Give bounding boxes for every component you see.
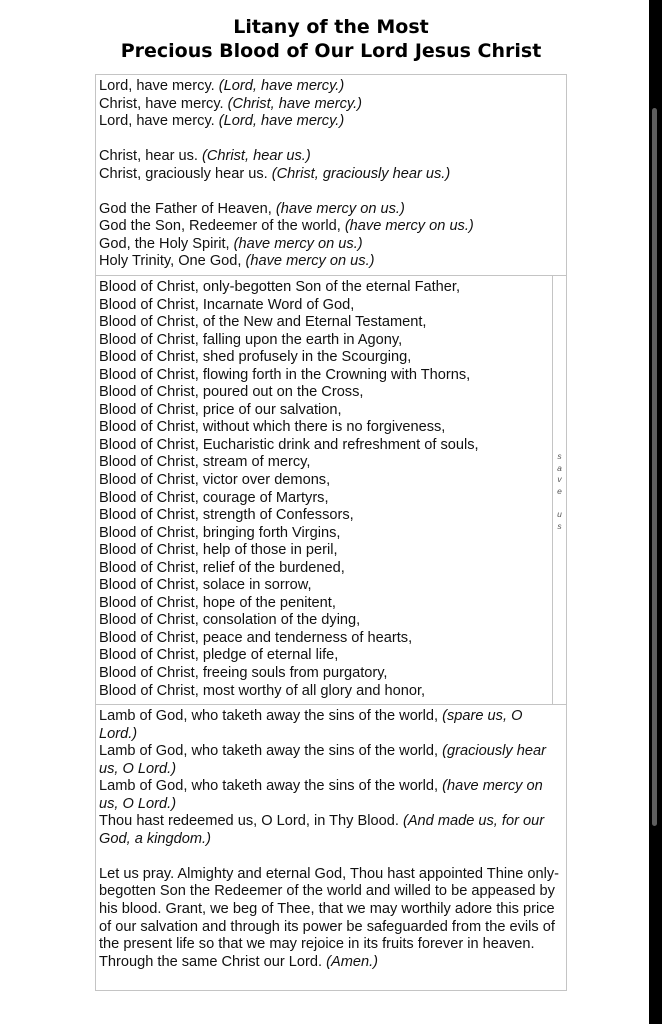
invocation: Blood of Christ, peace and tenderness of hearts, (99, 629, 413, 646)
petition: Lamb of God, who taketh away the sins of the world, (99, 743, 443, 760)
save-us-letter: v (557, 474, 562, 485)
spacer (99, 131, 564, 149)
response: (Lord, have mercy.) (218, 113, 345, 130)
litany-line (99, 253, 564, 271)
invocation: Blood of Christ, poured out on the Cross, (99, 384, 364, 401)
invocation: Blood of Christ, only-begotten Son of the eternal Father, (99, 279, 461, 295)
litany-line (99, 778, 564, 813)
response-column (552, 276, 566, 704)
response: (Christ, hear us.) (202, 148, 311, 165)
invocations-list (96, 276, 552, 704)
title-line-1: Litany of the Most (233, 16, 429, 38)
save-us-letter: s (557, 451, 562, 461)
invocation: Blood of Christ, freeing souls from purgatory, (99, 665, 388, 682)
invocation: Blood of Christ, of the New and Eternal Testament, (99, 314, 427, 331)
prayer-response: (Amen.) (326, 953, 379, 970)
litany-line (99, 148, 564, 166)
invocation: Blood of Christ, consolation of the dying, (99, 612, 361, 629)
opening-cell (96, 75, 566, 271)
litany-line (99, 201, 564, 219)
save-us-letter (553, 497, 566, 509)
petition: Lamb of God, who taketh away the sins of the world, (99, 778, 443, 795)
invocations-section (96, 275, 566, 704)
invocation: Blood of Christ, shed profusely in the Scourging, (99, 349, 412, 366)
save-us-response (553, 451, 566, 532)
litany-line (99, 743, 564, 778)
invocation: Blood of Christ, price of our salvation, (99, 401, 342, 418)
petition: Holy Trinity, One God, (99, 253, 246, 270)
invocation: Blood of Christ, Incarnate Word of God, (99, 296, 355, 313)
response: (Christ, graciously hear us.) (271, 165, 451, 182)
petition: Lord, have mercy. (99, 78, 219, 94)
invocation: Blood of Christ, pledge of eternal life, (99, 647, 339, 664)
save-us-letter: e (557, 485, 562, 496)
invocation: Blood of Christ, hope of the penitent, (99, 594, 336, 611)
closing-prayer (99, 866, 564, 971)
spacer (99, 183, 564, 201)
invocation: Blood of Christ, solace in sorrow, (99, 577, 312, 594)
litany-line (99, 96, 564, 114)
response: (Lord, have mercy.) (218, 78, 345, 94)
invocation: Blood of Christ, courage of Martyrs, (99, 489, 329, 506)
response: (have mercy on us.) (245, 253, 375, 270)
response: (have mercy on us.) (275, 200, 405, 217)
prayer-text: Let us pray. Almighty and eternal God, Thou hast appointed Thine only-begotten Son the Redeemer of the world and willed to be appeased by his blood. Grant, we beg of Thee, that we may worthily adore this price of our salvation and through its power be safeguarded from the evils of the present life so that we may rejoice in its fruits forever in heaven. Through the same Christ our Lord. (99, 865, 559, 970)
petition: Thou hast redeemed us, O Lord, in Thy Blood. (99, 813, 403, 830)
petition: Christ, have mercy. (99, 95, 228, 112)
response: (graciously hear us, O Lord.) (99, 743, 546, 777)
petition: Christ, hear us. (99, 148, 203, 165)
response: (And made us, for our God, a kingdom.) (99, 813, 545, 847)
save-us-letter: a (557, 462, 562, 473)
invocation: Blood of Christ, stream of mercy, (99, 454, 311, 471)
save-us-letter: u (557, 508, 562, 519)
invocation: Blood of Christ, flowing forth in the Crowning with Thorns, (99, 366, 471, 383)
closing-section (96, 704, 566, 990)
response: (have mercy on us.) (344, 218, 474, 235)
litany-line (99, 813, 564, 848)
litany-line (99, 218, 564, 236)
save-us-letter: s (557, 520, 562, 531)
litany-line (99, 166, 564, 184)
petition: God the Son, Redeemer of the world, (99, 218, 345, 235)
invocation: Blood of Christ, victor over demons, (99, 472, 331, 489)
invocation: Blood of Christ, most worthy of all glory and honor, (99, 682, 426, 699)
spacer (99, 848, 564, 866)
scrollbar-thumb[interactable] (652, 108, 657, 826)
petition: Christ, graciously hear us. (99, 165, 272, 182)
invocation: Blood of Christ, bringing forth Virgins, (99, 524, 341, 541)
litany-line (99, 78, 564, 96)
petition: God, the Holy Spirit, (99, 235, 234, 252)
invocation: Blood of Christ, relief of the burdened, (99, 559, 345, 576)
petition: Lamb of God, who taketh away the sins of the world, (99, 708, 443, 724)
petition: God the Father of Heaven, (99, 200, 276, 217)
litany-line (99, 113, 564, 131)
invocation: Blood of Christ, Eucharistic drink and refreshment of souls, (99, 436, 479, 453)
response: (Christ, have mercy.) (227, 95, 363, 112)
response: (have mercy on us, O Lord.) (99, 778, 543, 812)
litany-line (99, 236, 564, 254)
closing-cell (96, 705, 566, 971)
invocation: Blood of Christ, help of those in peril, (99, 542, 338, 559)
title-line-2: Precious Blood of Our Lord Jesus Christ (120, 40, 542, 62)
response: (spare us, O Lord.) (99, 708, 523, 742)
opening-section (96, 75, 566, 275)
petition: Lord, have mercy. (99, 113, 219, 130)
litany-table (95, 74, 567, 991)
invocation: Blood of Christ, falling upon the earth in Agony, (99, 331, 403, 348)
response: (have mercy on us.) (233, 235, 363, 252)
page-title (0, 15, 662, 63)
litany-line (99, 708, 564, 743)
invocation: Blood of Christ, strength of Confessors, (99, 507, 354, 524)
invocation: Blood of Christ, without which there is no forgiveness, (99, 419, 446, 436)
scrollbar[interactable] (649, 0, 662, 1024)
